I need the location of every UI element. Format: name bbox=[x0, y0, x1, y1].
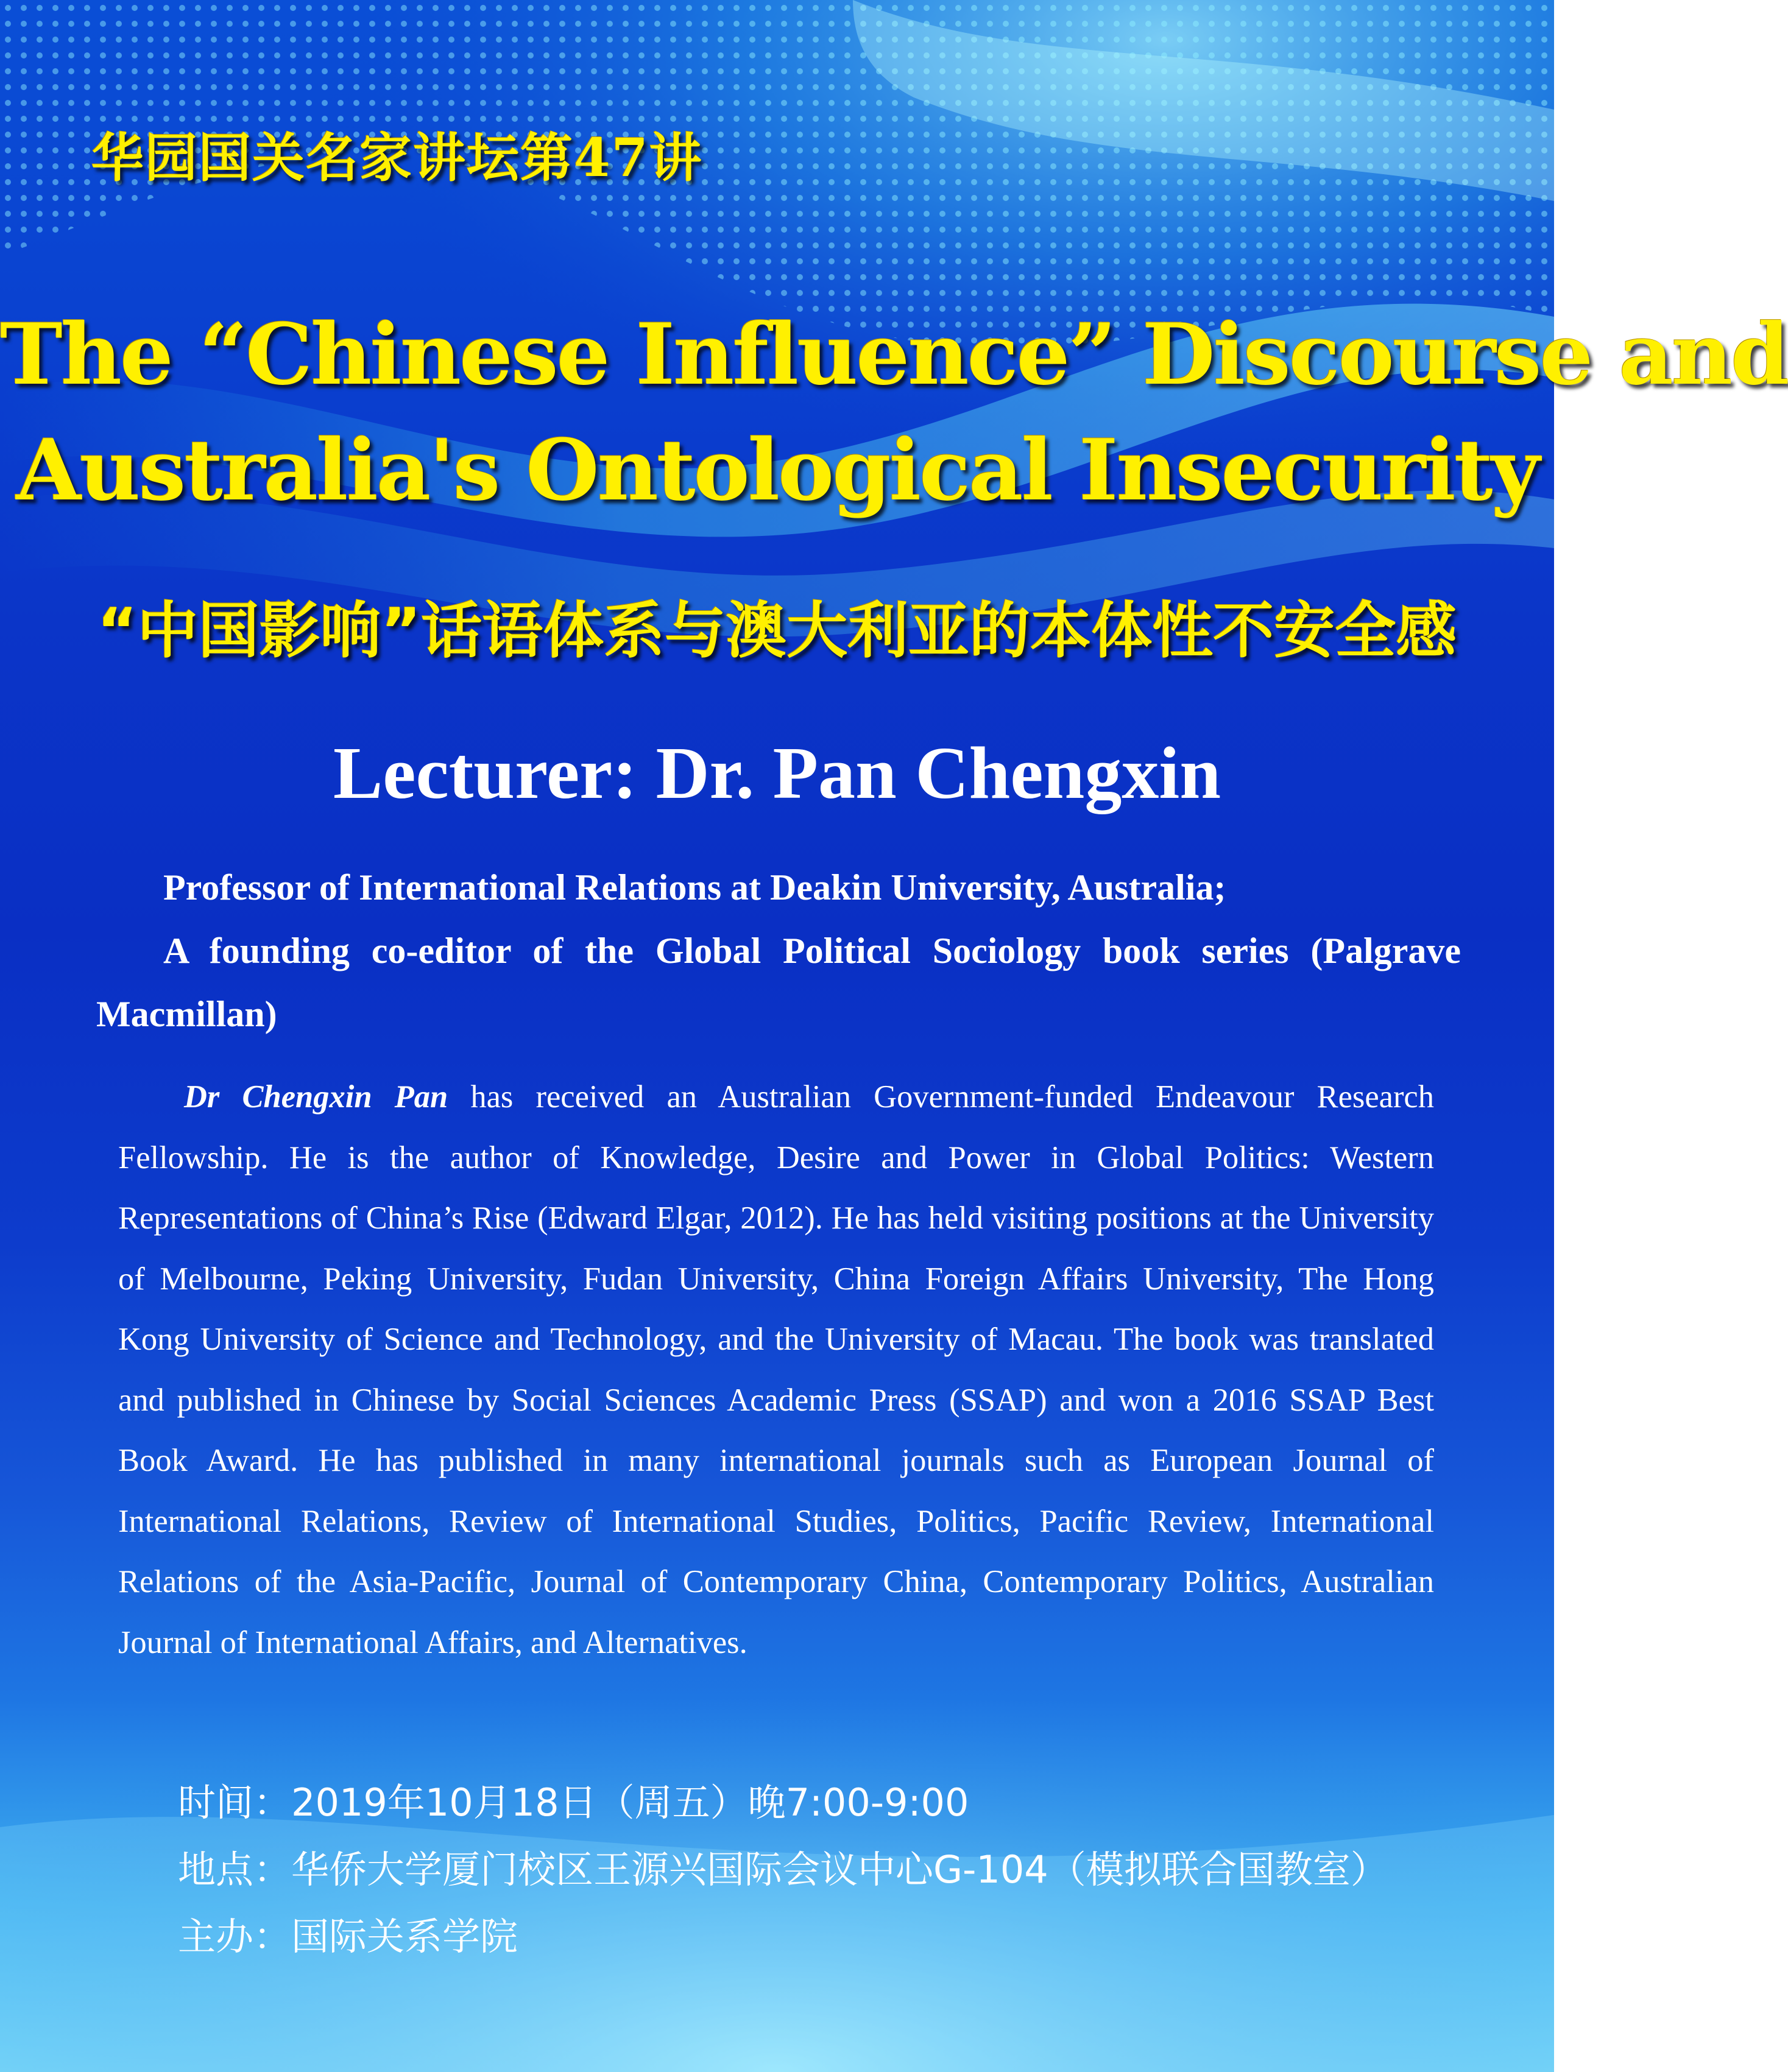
chinese-title: “中国影响”话语体系与澳大利亚的本体性不安全感 bbox=[97, 595, 1457, 666]
english-title-line-2: Australia's Ontological Insecurity bbox=[16, 420, 1538, 520]
bio-lecturer-name: Dr Chengxin Pan bbox=[184, 1079, 448, 1115]
event-details bbox=[178, 1769, 1388, 1970]
event-location: 地点：华侨大学厦门校区王源兴国际会议中心G-104（模拟联合国教室） bbox=[178, 1847, 1388, 1892]
affiliation-editor-role: A founding co-editor of the Global Political Sociology book series (Palgrave Macmillan) bbox=[96, 931, 1461, 1034]
event-time: 时间：2019年10月18日（周五）晚7:00-9:00 bbox=[178, 1780, 969, 1825]
english-title-line-1: The “Chinese Influence” Discourse and bbox=[0, 305, 1788, 404]
lecturer-affiliation bbox=[96, 856, 1461, 1046]
lecture-series-title: 华园国关名家讲坛第47讲 bbox=[91, 127, 703, 189]
event-host: 主办：国际关系学院 bbox=[178, 1914, 518, 1959]
affiliation-position: Professor of International Relations at Deakin University, Australia; bbox=[163, 867, 1226, 907]
lecturer-biography bbox=[118, 1067, 1434, 1673]
lecturer-name: Lecturer: Dr. Pan Chengxin bbox=[333, 732, 1221, 814]
bio-text: has received an Australian Government-funded Endeavour Research Fellowship. He is the author of Knowledge, Desire and Power in Global Politics: Western Representations of China’s Rise (Edward Elgar, 2012). He has held visiting positions at the University of Melbourne, Peking University, Fudan University, China Foreign Affairs University, The Hong Kong University of Science and Technology, and the University of Macau. The book was translated and published in Chinese by Social Sciences Academic Press (SSAP) and won a 2016 SSAP Best Book Award. He has published in many international journals such as European Journal of International Relations, Review of International Studies, Politics, Pacific Review, International Relations of the Asia-Pacific, Journal of Contemporary China, Contemporary Politics, Australian Journal of International Affairs, and Alternatives. bbox=[118, 1079, 1434, 1660]
